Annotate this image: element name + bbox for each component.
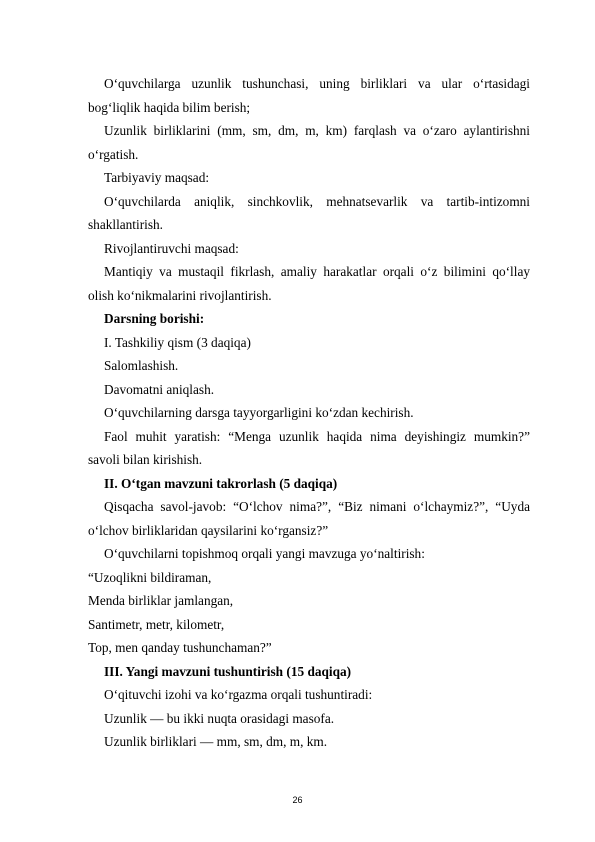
text-line: Uzunlik birliklarini (mm, sm, dm, m, km) farqlash va o‘zaro aylantirishni (104, 123, 530, 138)
text-line: O‘quvchilarga uzunlik tushunchasi, uning birliklari va ular o‘rtasidagi (104, 76, 530, 91)
text-line: Davomatni aniqlash. (104, 381, 215, 397)
document-body (88, 72, 530, 754)
text-line: Qisqacha savol-javob: “O‘lchov nima?”, “Biz nimani o‘lchaymiz?”, “Uyda (104, 499, 530, 514)
riddle-line: Top, men qanday tushunchaman?” (88, 640, 272, 655)
text-line: O‘quvchilarning darsga tayyorgarligini ko‘zdan kechirish. (104, 405, 414, 420)
section-heading: II. O‘tgan mavzuni takrorlash (5 daqiqa) (104, 475, 338, 491)
text-line: olish ko‘nikmalarini rivojlantirish. (88, 287, 272, 303)
text-line: O‘quvchilarda aniqlik, sinchkovlik, mehnatsevarlik va tartib-intizomni (104, 193, 530, 209)
text-line: I. Tashkiliy qism (3 daqiqa) (104, 334, 251, 350)
text-line: Rivojlantiruvchi maqsad: (104, 240, 239, 256)
text-line: O‘quvchilarni topishmoq orqali yangi mavzuga yo‘naltirish: (104, 546, 425, 561)
text-line: Faol muhit yaratish: “Menga uzunlik haqida nima deyishingiz mumkin?” (104, 428, 530, 444)
text-line: o‘lchov birliklaridan qaysilarini ko‘rgansiz?” (88, 522, 329, 538)
riddle-line: Santimetr, metr, kilometr, (88, 616, 225, 632)
text-line: savoli bilan kirishish. (88, 452, 203, 467)
text-line: Salomlashish. (104, 358, 179, 373)
text-line: shakllantirish. (88, 217, 163, 232)
text-line: bog‘liqlik haqida bilim berish; (88, 99, 251, 115)
section-heading: III. Yangi mavzuni tushuntirish (15 daqiqa) (104, 663, 352, 679)
text-line: Tarbiyaviy maqsad: (104, 170, 210, 185)
text-line: Uzunlik birliklari — mm, sm, dm, m, km. (104, 734, 328, 749)
text-line: O‘qituvchi izohi va ko‘rgazma orqali tushuntiradi: (104, 687, 373, 702)
page-number: 26 (292, 795, 303, 805)
section-heading: Darsning borishi: (104, 311, 205, 326)
riddle-line: “Uzoqlikni bildiraman, (88, 569, 212, 585)
text-line: Uzunlik — bu ikki nuqta orasidagi masofa. (104, 710, 335, 726)
text-line: o‘rgatish. (88, 146, 139, 162)
riddle-line: Menda birliklar jamlangan, (88, 593, 234, 608)
text-line: Mantiqiy va mustaqil fikrlash, amaliy harakatlar orqali o‘z bilimini qo‘llay (104, 264, 530, 279)
